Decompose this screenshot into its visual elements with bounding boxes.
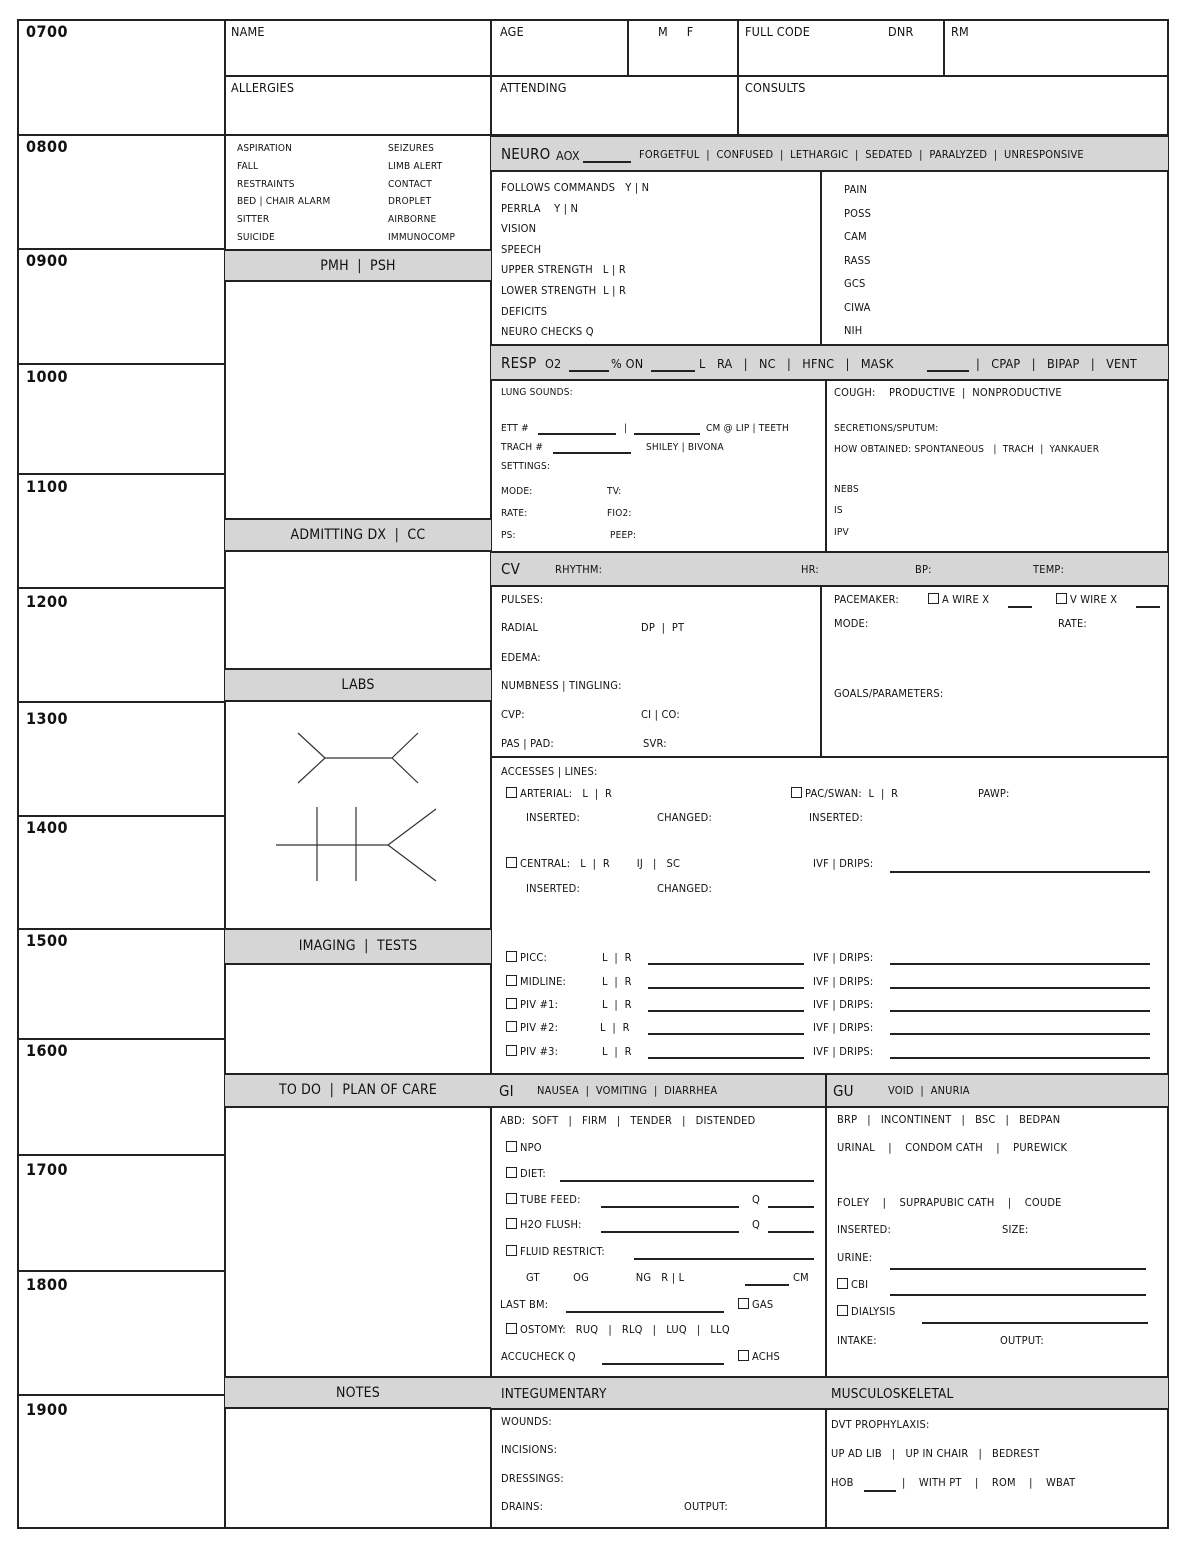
tube-cm-label: CM: [793, 1271, 809, 1284]
time-label: 0800: [26, 137, 69, 156]
cbi-option[interactable]: [837, 1278, 868, 1291]
neuro-item[interactable]: PERRLA Y | N: [501, 201, 579, 215]
o2-liters-blank[interactable]: [651, 370, 695, 372]
line-option[interactable]: [506, 975, 566, 988]
msk-title: MUSCULOSKELETAL: [831, 1386, 954, 1402]
hr-label[interactable]: HR:: [801, 563, 819, 576]
line-ivf-blank[interactable]: [890, 963, 1150, 965]
neuro-score[interactable]: CAM: [844, 230, 867, 243]
gi-gu-header: [491, 1073, 1168, 1108]
gt-og-ng-options[interactable]: GT OG NG R | L: [526, 1271, 685, 1284]
aox-label: AOX: [556, 148, 580, 163]
aox-blank[interactable]: [583, 161, 631, 163]
line-label: MIDLINE:: [520, 975, 567, 988]
catheter-size-label[interactable]: SIZE:: [1002, 1223, 1029, 1236]
pct-on-label: % ON: [611, 356, 644, 371]
line-option[interactable]: [506, 998, 558, 1011]
line-label: PIV #2:: [520, 1021, 559, 1034]
central-label: CENTRAL: L | R IJ | SC: [520, 857, 681, 870]
tube-cm-blank[interactable]: [745, 1284, 789, 1286]
todo-label: TO DO | PLAN OF CARE: [278, 1082, 438, 1098]
central-ivf-blank[interactable]: [890, 871, 1150, 873]
central-option[interactable]: [506, 857, 680, 870]
vent-rate-label[interactable]: RATE:: [501, 508, 528, 519]
ostomy-option[interactable]: [506, 1323, 730, 1336]
npo-option[interactable]: [506, 1141, 542, 1154]
ci-co-label[interactable]: CI | CO:: [641, 708, 680, 721]
tube-feed-checkbox[interactable]: [506, 1193, 517, 1204]
line-checkbox[interactable]: [506, 975, 517, 986]
gu-device-options[interactable]: URINAL | CONDOM CATH | PUREWICK: [837, 1141, 1068, 1154]
neuro-header: [491, 135, 1168, 172]
dialysis-checkbox[interactable]: [837, 1305, 848, 1316]
tube-feed-label: TUBE FEED:: [520, 1193, 581, 1206]
gas-checkbox[interactable]: [738, 1298, 749, 1309]
urine-label: URINE:: [837, 1251, 873, 1264]
a-wire-option[interactable]: [928, 593, 989, 606]
gas-label: GAS: [752, 1298, 774, 1311]
achs-option[interactable]: [738, 1350, 780, 1363]
neuro-item[interactable]: FOLLOWS COMMANDS Y | N: [501, 181, 650, 194]
precaution-item[interactable]: BED | CHAIR ALARM: [237, 196, 331, 208]
pmh-header: [225, 249, 491, 282]
time-label: 1200: [26, 592, 69, 611]
dialysis-option[interactable]: [837, 1305, 895, 1318]
dp-pt-label[interactable]: DP | PT: [641, 621, 685, 634]
ostomy-label: OSTOMY: RUQ | RLQ | LUQ | LLQ: [520, 1323, 730, 1336]
npo-checkbox[interactable]: [506, 1141, 517, 1152]
imaging-header: [225, 928, 491, 965]
sex-field[interactable]: M F: [658, 24, 694, 39]
line-ivf-blank[interactable]: [890, 1033, 1150, 1035]
fluid-restrict-blank[interactable]: [634, 1258, 814, 1260]
precaution-item[interactable]: RESTRAINTS: [237, 178, 295, 190]
pulses-label[interactable]: PULSES:: [501, 593, 544, 606]
line-blank[interactable]: [648, 1010, 804, 1012]
line-option[interactable]: [506, 1045, 558, 1058]
fluid-restrict-checkbox[interactable]: [506, 1245, 517, 1256]
ett-blank[interactable]: [538, 433, 616, 435]
pac-option[interactable]: [791, 787, 898, 800]
time-label: 1300: [26, 709, 69, 728]
gu-title: GU: [833, 1082, 854, 1100]
diet-option[interactable]: [506, 1167, 546, 1180]
time-label: 1000: [26, 367, 69, 386]
gi-symptoms[interactable]: NAUSEA | VOMITING | DIARRHEA: [537, 1084, 718, 1097]
vent-mode-label[interactable]: MODE:: [501, 486, 533, 497]
gi-title: GI: [499, 1082, 514, 1100]
time-label: 1700: [26, 1160, 69, 1179]
neuro-score[interactable]: PAIN: [844, 183, 868, 196]
precaution-item[interactable]: DROPLET: [388, 196, 432, 208]
neuro-score[interactable]: NIH: [844, 324, 863, 337]
fluid-restrict-option[interactable]: [506, 1245, 605, 1258]
arterial-label: ARTERIAL: L | R: [520, 787, 613, 800]
precaution-item[interactable]: AIRBORNE: [388, 214, 437, 226]
line-ivf-blank[interactable]: [890, 1057, 1150, 1059]
time-label: 1500: [26, 931, 69, 950]
gu-void-options[interactable]: VOID | ANURIA: [888, 1084, 970, 1097]
line-ivf-label: IVF | DRIPS:: [813, 975, 874, 988]
drains-label[interactable]: DRAINS:: [501, 1500, 544, 1513]
mobility-options[interactable]: | WITH PT | ROM | WBAT: [902, 1476, 1076, 1489]
cvp-label[interactable]: CVP:: [501, 708, 525, 721]
fio2-label[interactable]: FIO2:: [607, 508, 632, 519]
integ-title: INTEGUMENTARY: [501, 1386, 607, 1402]
catheter-inserted-label[interactable]: INSERTED:: [837, 1223, 891, 1236]
temp-label[interactable]: TEMP:: [1033, 563, 1065, 576]
h2o-flush-option[interactable]: [506, 1218, 582, 1231]
tube-feed-q-blank[interactable]: [768, 1206, 814, 1208]
h2o-flush-label: H2O FLUSH:: [520, 1218, 582, 1231]
gu-elimination-options[interactable]: BRP | INCONTINENT | BSC | BEDPAN: [837, 1113, 1061, 1126]
neuro-score[interactable]: CIWA: [844, 300, 871, 314]
abd-options[interactable]: ABD: SOFT | FIRM | TENDER | DISTENDED: [500, 1114, 756, 1127]
integ-msk-header: [491, 1376, 1168, 1410]
how-obtained-options[interactable]: HOW OBTAINED: SPONTANEOUS | TRACH | YANKAUER: [834, 444, 1100, 455]
trach-blank[interactable]: [553, 452, 631, 454]
goals-label[interactable]: GOALS/PARAMETERS:: [834, 687, 944, 700]
precaution-item[interactable]: FALL: [237, 160, 259, 172]
neuro-item[interactable]: LOWER STRENGTH L | R: [501, 283, 627, 297]
achs-label: ACHS: [752, 1350, 781, 1363]
dialysis-label: DIALYSIS: [851, 1305, 896, 1318]
resp-header: [491, 344, 1168, 381]
line-label: PIV #3:: [520, 1045, 559, 1058]
dialysis-blank[interactable]: [922, 1322, 1148, 1324]
labs-header: [225, 668, 491, 702]
v-wire-option[interactable]: [1056, 593, 1117, 606]
line-checkbox[interactable]: [506, 998, 517, 1009]
cbi-blank[interactable]: [890, 1294, 1146, 1296]
arterial-inserted-label[interactable]: INSERTED:: [526, 811, 580, 824]
wounds-label[interactable]: WOUNDS:: [501, 1415, 552, 1428]
precaution-item[interactable]: LIMB ALERT: [388, 160, 443, 172]
line-ivf-blank[interactable]: [890, 987, 1150, 989]
pas-pad-label[interactable]: PAS | PAD:: [501, 737, 554, 750]
precaution-item[interactable]: IMMUNOCOMP: [388, 231, 456, 243]
h2o-flush-checkbox[interactable]: [506, 1218, 517, 1229]
room-field[interactable]: RM: [951, 24, 969, 39]
radial-label[interactable]: RADIAL: [501, 621, 539, 634]
line-checkbox[interactable]: [506, 1045, 517, 1056]
todo-header: [225, 1073, 491, 1108]
attending-field[interactable]: ATTENDING: [500, 80, 567, 95]
precaution-item[interactable]: SEIZURES: [388, 143, 435, 154]
notes-label: NOTES: [336, 1385, 380, 1401]
allergies-field[interactable]: ALLERGIES: [231, 80, 295, 95]
accucheck-label: ACCUCHECK Q: [501, 1350, 576, 1363]
dressings-label[interactable]: DRESSINGS:: [501, 1472, 564, 1485]
pacer-mode-label[interactable]: MODE:: [834, 617, 869, 630]
line-blank[interactable]: [648, 1033, 804, 1035]
cbi-checkbox[interactable]: [837, 1278, 848, 1289]
a-wire-label: A WIRE X: [942, 593, 990, 606]
resp-title: RESP: [501, 354, 537, 372]
diet-blank[interactable]: [560, 1180, 814, 1182]
time-label: 1100: [26, 477, 69, 496]
lab-fishbone-diagrams: [270, 725, 450, 890]
npo-label: NPO: [520, 1141, 542, 1154]
edema-label[interactable]: EDEMA:: [501, 651, 541, 664]
bp-label[interactable]: BP:: [915, 563, 932, 576]
neuro-score[interactable]: RASS: [844, 253, 871, 267]
line-label: PIV #1:: [520, 998, 559, 1011]
neuro-right-list: [844, 178, 871, 343]
precaution-item[interactable]: SUICIDE: [237, 231, 275, 243]
precaution-item[interactable]: ASPIRATION: [237, 143, 293, 154]
notes-header: [225, 1376, 491, 1409]
neuro-item[interactable]: DEFICITS: [501, 304, 548, 318]
cv-title: CV: [501, 560, 521, 578]
cbc-fishbone: [276, 807, 436, 881]
pmh-label: PMH | PSH: [320, 258, 396, 274]
arterial-changed-label[interactable]: CHANGED:: [657, 811, 713, 824]
h2o-flush-q: Q: [752, 1218, 760, 1231]
line-ivf-label: IVF | DRIPS:: [813, 951, 874, 964]
is-label[interactable]: IS: [834, 505, 843, 516]
arterial-option[interactable]: [506, 787, 612, 800]
intake-label[interactable]: INTAKE:: [837, 1334, 877, 1347]
trach-label: TRACH #: [501, 442, 544, 453]
last-bm-blank[interactable]: [566, 1311, 724, 1313]
line-blank[interactable]: [648, 963, 804, 965]
ostomy-checkbox[interactable]: [506, 1323, 517, 1334]
neuro-score[interactable]: GCS: [844, 277, 866, 290]
rhythm-label[interactable]: RHYTHM:: [555, 563, 603, 576]
vent-settings-label: SETTINGS:: [501, 461, 551, 472]
central-ivf-label: IVF | DRIPS:: [813, 857, 874, 870]
line-blank[interactable]: [648, 1057, 804, 1059]
central-checkbox[interactable]: [506, 857, 517, 868]
time-label: 0700: [26, 22, 69, 41]
dvt-label[interactable]: DVT PROPHYLAXIS:: [831, 1418, 930, 1431]
ett-label: ETT #: [501, 423, 529, 434]
gu-catheter-options[interactable]: FOLEY | SUPRAPUBIC CATH | COUDE: [837, 1196, 1062, 1209]
v-wire-label: V WIRE X: [1070, 593, 1118, 606]
vent-support-options[interactable]: | CPAP | BIPAP | VENT: [976, 356, 1137, 371]
central-inserted-label[interactable]: INSERTED:: [526, 882, 580, 895]
fluid-restrict-label: FLUID RESTRICT:: [520, 1245, 605, 1258]
pawp-label[interactable]: PAWP:: [978, 787, 1010, 800]
neuro-item[interactable]: NEURO CHECKS Q: [501, 325, 594, 339]
tube-feed-option[interactable]: [506, 1193, 581, 1206]
gas-option[interactable]: [738, 1298, 773, 1311]
line-ivf-label: IVF | DRIPS:: [813, 998, 874, 1011]
o2-label: O2: [545, 356, 562, 371]
line-checkbox[interactable]: [506, 951, 517, 962]
pac-inserted-label[interactable]: INSERTED:: [809, 811, 863, 824]
consults-field[interactable]: CONSULTS: [745, 80, 806, 95]
diet-label: DIET:: [520, 1167, 546, 1180]
labs-label: LABS: [341, 677, 375, 693]
achs-checkbox[interactable]: [738, 1350, 749, 1361]
trach-type-options[interactable]: SHILEY | BIVONA: [646, 442, 724, 453]
code-status[interactable]: FULL CODE: [745, 24, 811, 39]
o2-pct-blank[interactable]: [569, 370, 609, 372]
mask-blank[interactable]: [927, 370, 969, 372]
line-ivf-blank[interactable]: [890, 1010, 1150, 1012]
accucheck-blank[interactable]: [602, 1363, 724, 1365]
liters-label: L: [699, 356, 706, 371]
hob-label: HOB: [831, 1476, 854, 1489]
precaution-item[interactable]: CONTACT: [388, 178, 432, 190]
time-label: 1900: [26, 1400, 69, 1419]
line-ivf-label: IVF | DRIPS:: [813, 1021, 874, 1034]
urine-blank[interactable]: [890, 1268, 1146, 1270]
neuro-title: NEURO: [501, 145, 551, 163]
a-wire-checkbox[interactable]: [928, 593, 939, 604]
time-label: 1600: [26, 1041, 69, 1060]
secretions-label[interactable]: SECRETIONS/SPUTUM:: [834, 423, 939, 434]
neuro-item[interactable]: SPEECH: [501, 242, 542, 256]
line-blank[interactable]: [648, 987, 804, 989]
precaution-item[interactable]: SITTER: [237, 214, 270, 226]
admitting-header: [225, 518, 491, 552]
access-title: ACCESSES | LINES:: [501, 765, 598, 778]
line-side[interactable]: L | R: [602, 998, 632, 1011]
cv-header: [491, 551, 1168, 587]
admitting-label: ADMITTING DX | CC: [290, 527, 426, 543]
neuro-item[interactable]: VISION: [501, 222, 537, 236]
v-wire-blank[interactable]: [1136, 606, 1160, 608]
h2o-flush-blank[interactable]: [601, 1231, 739, 1233]
cbi-label: CBI: [851, 1278, 869, 1291]
drains-output-label[interactable]: OUTPUT:: [684, 1500, 728, 1513]
ett-separator: |: [624, 423, 628, 434]
pac-checkbox[interactable]: [791, 787, 802, 798]
pacemaker-label: PACEMAKER:: [834, 593, 899, 606]
diet-checkbox[interactable]: [506, 1167, 517, 1178]
cough-options[interactable]: COUGH: PRODUCTIVE | NONPRODUCTIVE: [834, 386, 1062, 399]
age-field[interactable]: AGE: [500, 24, 524, 39]
ett-cm-blank[interactable]: [634, 433, 700, 435]
output-label[interactable]: OUTPUT:: [1000, 1334, 1044, 1347]
h2o-flush-q-blank[interactable]: [768, 1231, 814, 1233]
neuro-left-list: [501, 178, 649, 343]
line-label: PICC:: [520, 951, 548, 964]
neuro-states[interactable]: FORGETFUL | CONFUSED | LETHARGIC | SEDATED | PARALYZED | UNRESPONSIVE: [639, 148, 1084, 161]
dnr-status[interactable]: DNR: [888, 24, 914, 39]
time-label: 0900: [26, 251, 69, 270]
time-label: 1800: [26, 1275, 69, 1294]
name-field[interactable]: NAME: [231, 24, 265, 39]
line-option[interactable]: [506, 951, 547, 964]
neuro-score[interactable]: POSS: [844, 206, 872, 220]
imaging-label: IMAGING | TESTS: [298, 938, 418, 954]
line-side[interactable]: L | R: [602, 1045, 632, 1058]
line-side[interactable]: L | R: [600, 1021, 630, 1034]
neuro-item[interactable]: UPPER STRENGTH L | R: [501, 263, 626, 277]
line-side[interactable]: L | R: [602, 951, 632, 964]
line-side[interactable]: L | R: [602, 975, 632, 988]
lung-sounds-label[interactable]: LUNG SOUNDS:: [501, 387, 573, 398]
pacer-rate-label[interactable]: RATE:: [1058, 617, 1087, 630]
hob-blank[interactable]: [864, 1490, 896, 1492]
nebs-label[interactable]: NEBS: [834, 484, 859, 495]
ett-position-options[interactable]: CM @ LIP | TEETH: [706, 423, 789, 434]
tube-feed-blank[interactable]: [601, 1206, 739, 1208]
a-wire-blank[interactable]: [1008, 606, 1032, 608]
ps-label[interactable]: PS:: [501, 530, 516, 541]
arterial-checkbox[interactable]: [506, 787, 517, 798]
pac-label: PAC/SWAN: L | R: [805, 787, 899, 800]
central-changed-label[interactable]: CHANGED:: [657, 882, 713, 895]
time-label: 1400: [26, 818, 69, 837]
last-bm-label: LAST BM:: [500, 1298, 549, 1311]
o2-delivery-options[interactable]: RA | NC | HFNC | MASK: [717, 356, 894, 371]
tidal-volume-label[interactable]: TV:: [607, 486, 622, 497]
numbness-label[interactable]: NUMBNESS | TINGLING:: [501, 679, 622, 692]
peep-label[interactable]: PEEP:: [610, 530, 637, 541]
ipv-label[interactable]: IPV: [834, 527, 849, 538]
line-ivf-label: IVF | DRIPS:: [813, 1045, 874, 1058]
tube-feed-q: Q: [752, 1193, 760, 1206]
svr-label[interactable]: SVR:: [643, 737, 667, 750]
incisions-label[interactable]: INCISIONS:: [501, 1443, 558, 1456]
line-option[interactable]: [506, 1021, 558, 1034]
bmp-fishbone: [298, 733, 418, 783]
activity-options[interactable]: UP AD LIB | UP IN CHAIR | BEDREST: [831, 1447, 1040, 1460]
v-wire-checkbox[interactable]: [1056, 593, 1067, 604]
line-checkbox[interactable]: [506, 1021, 517, 1032]
